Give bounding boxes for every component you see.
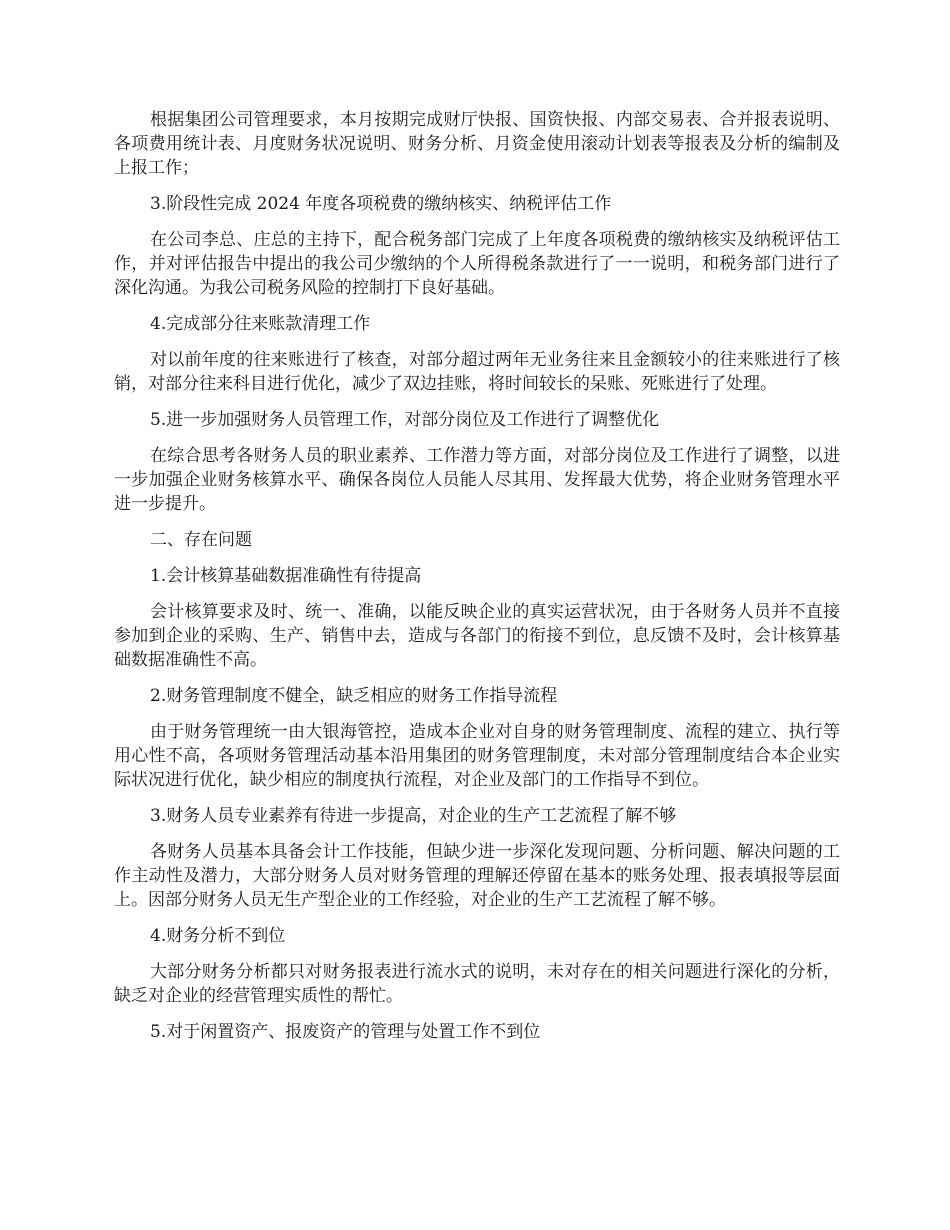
document-page <box>114 108 840 1056</box>
section-heading: 5.对于闲置资产、报废资产的管理与处置工作不到位 <box>150 1022 541 1042</box>
paragraph: 由于财务管理统一由大银海管控，造成本企业对自身的财务管理制度、流程的建立、执行等用心性不高，各项财务管理活动基本沿用集团的财务管理制度，未对部分管理制度结合本企业实际状况进行优化，缺少相应的制度执行流程，对企业及部门的工作指导不到位。 <box>114 722 840 790</box>
paragraph: 各财务人员基本具备会计工作技能，但缺少进一步深化发现问题、分析问题、解决问题的工作主动性及潜力，大部分财务人员对财务管理的理解还停留在基本的账务处理、报表填报等层面上。因部分财务人员无生产型企业的工作经验，对企业的生产工艺流程了解不够。 <box>114 842 840 910</box>
section-heading: 3.阶段性完成 2024 年度各项税费的缴纳核实、纳税评估工作 <box>150 194 612 214</box>
section-heading: 5.进一步加强财务人员管理工作，对部分岗位及工作进行了调整优化 <box>150 410 660 430</box>
chapter-heading: 二、存在问题 <box>150 530 252 550</box>
paragraph: 在综合思考各财务人员的职业素养、工作潜力等方面，对部分岗位及工作进行了调整，以进一步加强企业财务核算水平、确保各岗位人员能人尽其用、发挥最大优势，将企业财务管理水平进一步提升。 <box>114 446 840 514</box>
section-heading: 2.财务管理制度不健全，缺乏相应的财务工作指导流程 <box>150 686 558 706</box>
section-heading: 3.财务人员专业素养有待进一步提高，对企业的生产工艺流程了解不够 <box>150 806 677 826</box>
paragraph: 大部分财务分析都只对财务报表进行流水式的说明，未对存在的相关问题进行深化的分析，缺乏对企业的经营管理实质性的帮忙。 <box>114 962 840 1006</box>
paragraph: 在公司李总、庄总的主持下，配合税务部门完成了上年度各项税费的缴纳核实及纳税评估工作，并对评估报告中提出的我公司少缴纳的个人所得税条款进行了一一说明，和税务部门进行了深化沟通。为我公司税务风险的控制打下良好基础。 <box>114 230 840 298</box>
paragraph: 会计核算要求及时、统一、准确，以能反映企业的真实运营状况，由于各财务人员并不直接参加到企业的采购、生产、销售中去，造成与各部门的衔接不到位，息反馈不及时，会计核算基础数据准确性不高。 <box>114 602 840 670</box>
paragraph: 根据集团公司管理要求，本月按期完成财厅快报、国资快报、内部交易表、合并报表说明、各项费用统计表、月度财务状况说明、财务分析、月资金使用滚动计划表等报表及分析的编制及上报工作； <box>114 110 840 178</box>
section-heading: 4.财务分析不到位 <box>150 926 286 946</box>
section-heading: 4.完成部分往来账款清理工作 <box>150 314 371 334</box>
paragraph: 对以前年度的往来账进行了核查，对部分超过两年无业务往来且金额较小的往来账进行了核销，对部分往来科目进行优化，减少了双边挂账，将时间较长的呆账、死账进行了处理。 <box>114 350 840 394</box>
section-heading: 1.会计核算基础数据准确性有待提高 <box>150 566 422 586</box>
